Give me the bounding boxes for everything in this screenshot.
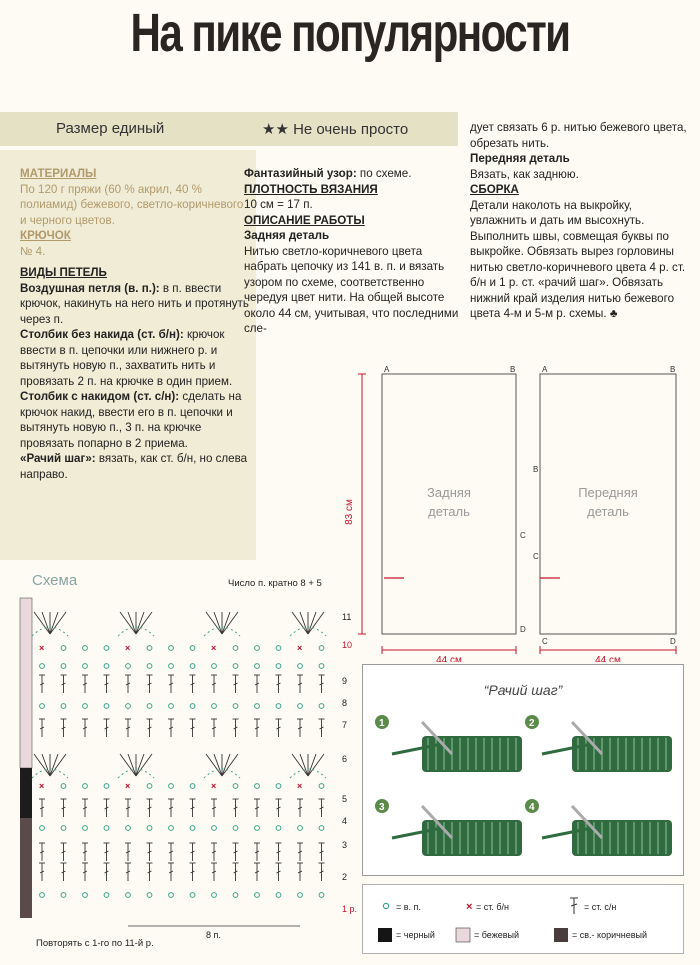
- chain-stitch: [319, 893, 324, 898]
- chain-stitch: [190, 704, 195, 709]
- fan-stitch: [292, 612, 308, 634]
- chain-stitch: [319, 704, 324, 709]
- chain-stitch: [147, 826, 152, 831]
- schema-title: Схема: [32, 572, 78, 589]
- fan-stitch: [34, 612, 50, 634]
- chain-stitch: [83, 704, 88, 709]
- chain-stitch: [83, 784, 88, 789]
- height-label: 83 см: [344, 499, 355, 525]
- chain-stitch: [83, 646, 88, 651]
- fan-stitch: [136, 754, 144, 776]
- chain-stitch: [40, 826, 45, 831]
- fan-stitch: [308, 612, 316, 634]
- fan-stitch: [136, 754, 152, 776]
- density-heading: ПЛОТНОСТЬ ВЯЗАНИЯ: [244, 182, 378, 196]
- sbn-definition: [20, 327, 252, 389]
- row-number: 3: [342, 840, 348, 850]
- vp-definition: [20, 281, 252, 328]
- legend-sbn: = ст. б/н: [476, 902, 510, 912]
- chain-stitch: [212, 664, 217, 669]
- chain-stitch: [233, 704, 238, 709]
- chain-stitch: [276, 826, 281, 831]
- chain-stitch: [233, 893, 238, 898]
- column-2: [244, 166, 466, 337]
- fan-stitch: [50, 754, 66, 776]
- chain-stitch: [169, 664, 174, 669]
- legend-brown: = св.- коричневый: [572, 930, 648, 940]
- point-c-front-bottom: C: [542, 637, 548, 646]
- fan-stitch: [128, 612, 136, 634]
- chain-stitch: [169, 826, 174, 831]
- legend-ssn: = ст. с/н: [584, 902, 617, 912]
- row-number: 5: [342, 794, 348, 804]
- continuation-text: дует связать 6 р. нитью бежевого цвета, обрезать нить.: [470, 121, 687, 150]
- stripe-beige: [20, 598, 32, 768]
- chain-stitch: [126, 664, 131, 669]
- chain-stitch: [147, 646, 152, 651]
- single-crochet-icon: ×: [466, 901, 473, 913]
- point-a-front: A: [542, 365, 548, 374]
- legend-vp: = в. п.: [396, 902, 421, 912]
- front-piece-label-1: Передняя: [578, 485, 638, 500]
- fan-stitch: [206, 754, 222, 776]
- point-a-back: A: [384, 365, 390, 374]
- fan-stitch: [42, 754, 50, 776]
- chain-stitch: [104, 664, 109, 669]
- materials-heading: МАТЕРИАЛЫ: [20, 167, 97, 180]
- difficulty-label: [262, 120, 408, 138]
- density-text: 10 см = 17 п.: [244, 198, 313, 211]
- chain-stitch: [61, 826, 66, 831]
- front-heading: Передняя деталь: [470, 152, 570, 165]
- difficulty-text: Не очень просто: [293, 121, 409, 138]
- chain-stitch: [147, 664, 152, 669]
- back-piece-label-2: деталь: [428, 504, 470, 519]
- single-crochet: ×: [39, 781, 45, 791]
- legend-symbols: [362, 884, 684, 954]
- fan-stitch: [222, 612, 238, 634]
- loops-heading: ВИДЫ ПЕТЕЛЬ: [20, 266, 107, 279]
- fan-stitch: [136, 612, 152, 634]
- fan-stitch: [136, 612, 144, 634]
- crochet-schema: [14, 590, 362, 940]
- single-crochet: ×: [39, 643, 45, 653]
- chain-stitch: [233, 646, 238, 651]
- point-d-front: D: [670, 637, 676, 646]
- front-text: Вязать, как заднюю.: [470, 167, 579, 181]
- sbn-text: крючок ввести в п. цепочки или нижнего р. и вытянуть новую п., захватить нить и провязать 2 п. на крючке в один прием.: [20, 328, 233, 388]
- single-crochet: ×: [297, 643, 303, 653]
- rachiy-shag-title: “Рачий шаг”: [483, 682, 563, 698]
- fan-stitch: [50, 612, 58, 634]
- chain-stitch: [319, 664, 324, 669]
- sbn-name: Столбик без накида (ст. б/н):: [20, 328, 184, 341]
- pattern-line: [244, 166, 466, 182]
- chain-stitch: [40, 704, 45, 709]
- row-number: 8: [342, 698, 348, 708]
- materials-text: По 120 г пряжи (60 % акрил, 40 % полиамид) бежевого, светло-коричневого и черного цветов.: [20, 182, 244, 227]
- fan-stitch: [300, 754, 308, 776]
- repeat-label: 8 п.: [206, 930, 221, 940]
- pattern-name: Фантазийный узор:: [244, 167, 357, 180]
- chain-stitch: [126, 893, 131, 898]
- fan-stitch: [222, 612, 230, 634]
- chain-stitch: [319, 784, 324, 789]
- chain-stitch: [319, 646, 324, 651]
- chain-stitch: [255, 784, 260, 789]
- fan-stitch: [308, 754, 324, 776]
- chain-stitch: [190, 646, 195, 651]
- chain-stitch: [61, 646, 66, 651]
- fan-stitch: [222, 754, 238, 776]
- chain-stitch: [298, 826, 303, 831]
- row-number: 2: [342, 872, 348, 882]
- front-piece-label-2: деталь: [587, 504, 629, 519]
- hook-heading: КРЮЧОК: [20, 229, 71, 242]
- point-c-back: C: [520, 531, 526, 540]
- back-piece-label-1: Задняя: [427, 485, 471, 500]
- back-width-label: 44 см: [436, 655, 462, 662]
- rach-definition: [20, 451, 252, 482]
- fan-stitch: [308, 754, 316, 776]
- legend-beige: = бежевый: [474, 930, 520, 940]
- stripe-brown: [20, 818, 32, 918]
- page-title: На пике популярности: [130, 3, 570, 63]
- chain-stitch: [255, 893, 260, 898]
- size-label: Размер единый: [56, 120, 165, 137]
- fan-stitch: [42, 612, 50, 634]
- chain-stitch: [83, 893, 88, 898]
- chain-stitch: [40, 893, 45, 898]
- fan-stitch: [214, 612, 222, 634]
- row-number: 7: [342, 720, 348, 730]
- ssn-definition: [20, 389, 252, 451]
- chain-stitch: [233, 826, 238, 831]
- row-number: 1 р.: [342, 904, 358, 914]
- vp-text: в п. ввести крючок, накинуть на него нить и протянуть через п.: [20, 281, 249, 326]
- knitted-fabric: [422, 820, 522, 856]
- stripe-black: [20, 768, 32, 818]
- chain-stitch: [190, 893, 195, 898]
- knitted-fabric: [422, 736, 522, 772]
- work-heading: ОПИСАНИЕ РАБОТЫ: [244, 213, 365, 227]
- pattern-pieces-diagram: [340, 362, 700, 662]
- chain-stitch: [212, 704, 217, 709]
- fan-stitch: [34, 754, 50, 776]
- chain-stitch: [104, 704, 109, 709]
- step-number: 2: [529, 718, 535, 729]
- chain-stitch: [276, 664, 281, 669]
- chain-stitch: [104, 826, 109, 831]
- rachiy-shag-steps: [362, 700, 684, 874]
- chain-stitch: [255, 826, 260, 831]
- chain-stitch: [276, 893, 281, 898]
- chain-stitch: [190, 826, 195, 831]
- chain-stitch: [298, 664, 303, 669]
- single-crochet: ×: [125, 643, 131, 653]
- point-d-back: D: [520, 625, 526, 634]
- chain-stitch: [169, 646, 174, 651]
- point-b-front-top: B: [670, 365, 676, 374]
- row-number: 9: [342, 676, 348, 686]
- fan-stitch: [50, 612, 66, 634]
- chain-stitch: [126, 826, 131, 831]
- rach-text: вязать, как ст. б/н, но слева направо.: [20, 452, 248, 481]
- chain-stitch-icon: [383, 903, 388, 908]
- back-heading: Задняя деталь: [244, 229, 330, 242]
- chain-stitch: [276, 784, 281, 789]
- chain-stitch: [126, 704, 131, 709]
- fan-stitch: [214, 754, 222, 776]
- fan-stitch: [120, 754, 136, 776]
- chain-stitch: [298, 893, 303, 898]
- chain-stitch: [61, 893, 66, 898]
- column-1: [20, 166, 252, 482]
- chain-stitch: [61, 664, 66, 669]
- beige-swatch: [456, 928, 470, 942]
- chain-stitch: [147, 704, 152, 709]
- single-crochet: ×: [211, 643, 217, 653]
- ssn-name: Столбик с накидом (ст. с/н):: [20, 390, 180, 403]
- step-number: 3: [379, 802, 385, 813]
- chain-stitch: [147, 893, 152, 898]
- chain-stitch: [169, 784, 174, 789]
- chain-stitch: [212, 826, 217, 831]
- single-crochet: ×: [297, 781, 303, 791]
- assembly-heading: СБОРКА: [470, 183, 519, 196]
- point-c-front: C: [533, 552, 539, 561]
- rach-name: «Рачий шаг»:: [20, 452, 96, 465]
- chain-stitch: [169, 704, 174, 709]
- chain-stitch: [190, 784, 195, 789]
- chain-stitch: [233, 784, 238, 789]
- chain-stitch: [319, 826, 324, 831]
- chain-stitch: [212, 893, 217, 898]
- schema-footer: Повторять с 1-го по 11-й р.: [36, 938, 154, 949]
- hook-text: № 4.: [20, 244, 46, 258]
- chain-stitch: [255, 664, 260, 669]
- assembly-text: Детали наколоть на выкройку, увлажнить и дать им высохнуть. Выполнить швы, совмещая буквы по выкройке. Обвязать вырез горловины нитью светло-коричневого цвета 4 р. ст. б/н и 1 р. ст. «рачий шаг». Обвязать нижний край изделия нитью бежевого цвета 4-м и 5-м р. схемы. ♣: [470, 198, 686, 320]
- fan-stitch: [300, 612, 308, 634]
- knitted-fabric: [572, 820, 672, 856]
- chain-stitch: [276, 704, 281, 709]
- single-crochet: ×: [125, 781, 131, 791]
- point-b-back: B: [510, 365, 516, 374]
- legend-black: = черный: [396, 930, 435, 940]
- row-number: 6: [342, 754, 348, 764]
- column-3: [470, 120, 690, 322]
- fan-stitch: [128, 754, 136, 776]
- step-number: 1: [379, 718, 385, 729]
- chain-stitch: [104, 893, 109, 898]
- schema-note: Число п. кратно 8 + 5: [228, 578, 322, 589]
- chain-stitch: [61, 704, 66, 709]
- fan-stitch: [292, 754, 308, 776]
- chain-stitch: [147, 784, 152, 789]
- back-text: Нитью светло-коричневого цвета набрать цепочку из 141 в. п. и вязать узором по схеме, соответственно чередуя цвет нити. На общей высоте около 44 см, учитывая, что последними сле-: [244, 244, 459, 335]
- chain-stitch: [169, 893, 174, 898]
- ssn-text: сделать на крючок накид, ввести его в п. цепочки и вытянуть новую п., 3 п. на крючке провязать попарно в 2 приема.: [20, 390, 242, 450]
- fan-stitch: [222, 754, 230, 776]
- chain-stitch: [255, 704, 260, 709]
- chain-stitch: [255, 646, 260, 651]
- brown-swatch: [554, 928, 568, 942]
- chain-stitch: [61, 784, 66, 789]
- fan-stitch: [308, 612, 324, 634]
- chain-stitch: [40, 664, 45, 669]
- chain-stitch: [276, 646, 281, 651]
- pattern-text: по схеме.: [359, 167, 412, 180]
- chain-stitch: [190, 664, 195, 669]
- fan-stitch: [50, 754, 58, 776]
- chain-stitch: [104, 646, 109, 651]
- vp-name: Воздушная петля (в. п.):: [20, 281, 160, 295]
- chain-stitch: [83, 664, 88, 669]
- fan-stitch: [120, 612, 136, 634]
- knitted-fabric: [572, 736, 672, 772]
- chain-stitch: [233, 664, 238, 669]
- row-number: 4: [342, 816, 348, 826]
- point-b-front: B: [533, 465, 539, 474]
- difficulty-stars: ★★: [262, 121, 289, 138]
- chain-stitch: [298, 704, 303, 709]
- chain-stitch: [83, 826, 88, 831]
- front-width-label: 44 см: [595, 655, 621, 662]
- single-crochet: ×: [211, 781, 217, 791]
- chain-stitch: [104, 784, 109, 789]
- fan-stitch: [206, 612, 222, 634]
- double-crochet-icon: [570, 898, 578, 914]
- row-number: 11: [342, 612, 352, 622]
- step-number: 4: [529, 802, 535, 813]
- black-swatch: [378, 928, 392, 942]
- row-number: 10: [342, 640, 353, 650]
